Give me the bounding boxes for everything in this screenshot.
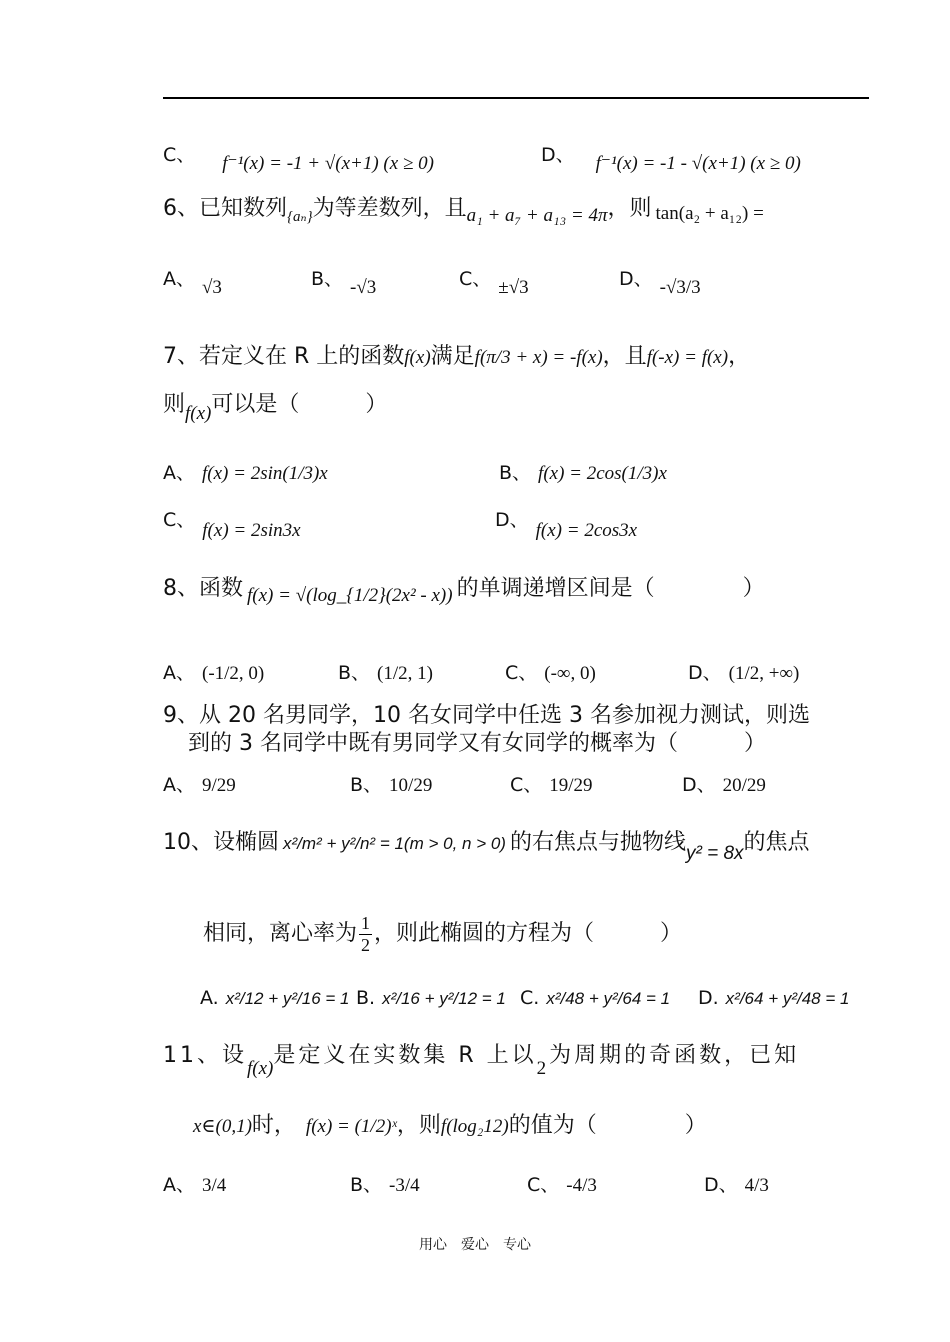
- q8-option-c-label: C、: [505, 662, 538, 684]
- q6-text-1: 已知数列: [199, 196, 288, 221]
- q11-option-d: [704, 1172, 769, 1199]
- q8-text-2: 的单调递增区间是（ ）: [456, 576, 765, 601]
- q7-line2-text-1: 则: [163, 392, 186, 417]
- q7-condition-2: f(-x) = f(x): [646, 347, 729, 368]
- q7-stem: [163, 344, 750, 371]
- q6-option-c: [459, 266, 529, 298]
- q11-fx: f(x): [247, 1058, 274, 1079]
- q6-option-a-expr: √3: [202, 277, 222, 298]
- q7-fx-2: f(x): [185, 403, 212, 424]
- q6-sequence: {aₙ}: [287, 209, 313, 225]
- q10-number: 10、: [163, 830, 213, 855]
- q7-text-2: 满足: [430, 344, 475, 369]
- q8-option-a-expr: (-1/2, 0): [202, 663, 265, 684]
- q6-option-c-label: C、: [459, 268, 492, 290]
- q6-option-a-label: A、: [163, 268, 195, 290]
- q8-option-c-expr: (-∞, 0): [544, 663, 596, 684]
- q11-option-d-label: D、: [704, 1174, 738, 1196]
- q7-fx: f(x): [404, 347, 431, 368]
- q5-option-c-expr: f⁻¹(x) = -1 + √(x+1) (x ≥ 0): [222, 153, 434, 174]
- q10-text-1: 设椭圆: [213, 830, 280, 855]
- q6-ask: tan(a₂ + a₁₂) =: [655, 203, 764, 224]
- q6-number: 6、: [163, 196, 199, 221]
- q11-text-1: 是定义在实数集 R 上以: [273, 1043, 537, 1068]
- q10-option-b-label: B.: [356, 987, 376, 1009]
- q11-option-c-expr: -4/3: [566, 1175, 597, 1196]
- q6-option-c-expr: ±√3: [498, 277, 529, 298]
- q10-line-2: [203, 913, 682, 955]
- q8-text-1: 函数: [199, 576, 244, 601]
- q7-option-c-expr: f(x) = 2sin3x: [202, 520, 301, 541]
- q9-option-b: [350, 772, 432, 799]
- q11-option-d-expr: 4/3: [744, 1175, 769, 1196]
- q7-option-c-label: C、: [163, 509, 196, 531]
- q9-option-c-label: C、: [510, 774, 543, 796]
- q11-line-2: [193, 1113, 707, 1140]
- q9-option-a-expr: 9/29: [202, 775, 236, 796]
- q10-option-a-label: A.: [200, 987, 219, 1009]
- q11-number: 11、设: [163, 1043, 247, 1068]
- q10-parabola: y² = 8x: [685, 843, 744, 864]
- q10-option-b: [356, 985, 506, 1012]
- q9-line-1: 9、从 20 名男同学，10 名女同学中任选 3 名参加视力测试，则选: [163, 703, 810, 728]
- q7-condition-1: f(π/3 + x) = -f(x): [474, 347, 603, 368]
- q5-option-d: [541, 142, 801, 174]
- q5-option-c-label: C、: [163, 144, 196, 166]
- q11-period: 2: [536, 1058, 550, 1079]
- q10-eccentricity: $\frac{1}{2}$: [361, 913, 371, 955]
- q7-text-3: ，且: [602, 344, 647, 369]
- q8-option-d: [688, 660, 799, 687]
- q11-option-a: [163, 1172, 226, 1199]
- q11-text-3: 时，: [251, 1113, 296, 1138]
- q7-option-b: [499, 460, 667, 487]
- q7-option-b-expr: f(x) = 2cos(1/3)x: [538, 463, 667, 484]
- q11-text-4: ，则: [396, 1113, 441, 1138]
- q8-option-c: [505, 660, 596, 687]
- q8-number: 8、: [163, 576, 199, 601]
- q7-text-4: ，: [728, 344, 751, 369]
- q10-option-d: [698, 985, 849, 1012]
- q9-option-c: [510, 772, 593, 799]
- q10-stem: [163, 830, 810, 864]
- q9-option-b-expr: 10/29: [389, 775, 433, 796]
- q11-option-c-label: C、: [527, 1174, 560, 1196]
- q11-option-a-label: A、: [163, 1174, 195, 1196]
- q7-option-a-label: A、: [163, 462, 195, 484]
- q10-option-d-expr: x²/64 + y²/48 = 1: [725, 989, 850, 1008]
- q11-option-a-expr: 3/4: [202, 1175, 227, 1196]
- q8-option-b-label: B、: [338, 662, 371, 684]
- q6-option-d-expr: -√3/3: [659, 277, 701, 298]
- q5-option-c: [163, 142, 434, 174]
- q10-option-d-label: D.: [698, 987, 719, 1009]
- q6-option-b-expr: -√3: [350, 277, 377, 298]
- q9-option-b-label: B、: [350, 774, 383, 796]
- q7-option-d-label: D、: [495, 509, 529, 531]
- q7-option-a: [163, 460, 328, 487]
- q8-option-d-expr: (1/2, +∞): [728, 663, 800, 684]
- q11-condition: x∈(0,1): [193, 1116, 252, 1137]
- q7-option-d: [495, 507, 638, 541]
- q6-text-3: ，则: [607, 196, 652, 221]
- q11-option-c: [527, 1172, 597, 1199]
- q10-option-a: [200, 985, 350, 1012]
- header-rule: [163, 97, 869, 99]
- q10-line2-text-2: ，则此椭圆的方程为（ ）: [374, 921, 683, 947]
- q10-ellipse: x²/m² + y²/n² = 1(m > 0, n > 0): [283, 834, 506, 853]
- q6-option-a: [163, 266, 222, 298]
- q7-text-1: 若定义在 R 上的函数: [199, 344, 405, 369]
- q8-option-b-expr: (1/2, 1): [377, 663, 433, 684]
- q7-option-b-label: B、: [499, 462, 532, 484]
- q7-line-2: [163, 392, 388, 424]
- q10-option-c: [520, 985, 670, 1012]
- q9-option-a-label: A、: [163, 774, 195, 796]
- q9-option-d: [682, 772, 766, 799]
- q5-option-d-expr: f⁻¹(x) = -1 - √(x+1) (x ≥ 0): [595, 153, 801, 174]
- q6-stem: [163, 196, 764, 224]
- q11-ask: f(log₂12): [440, 1116, 509, 1137]
- q11-text-2: 为周期的奇函数，已知: [549, 1043, 800, 1068]
- q8-option-d-label: D、: [688, 662, 722, 684]
- q7-option-a-expr: f(x) = 2sin(1/3)x: [202, 463, 328, 484]
- q7-option-c: [163, 507, 301, 541]
- q11-stem: [163, 1043, 800, 1079]
- q7-option-d-expr: f(x) = 2cos3x: [535, 520, 638, 541]
- q6-option-b: [311, 266, 377, 298]
- q6-condition: a₁ + a₇ + a₁₃ = 4π: [466, 205, 608, 226]
- q7-number: 7、: [163, 344, 199, 369]
- q11-text-5: 的值为（ ）: [508, 1113, 707, 1138]
- q8-stem: [163, 576, 765, 606]
- q11-option-b: [350, 1172, 420, 1199]
- q6-option-b-label: B、: [311, 268, 344, 290]
- page-footer: 用心 爱心 专心: [419, 1237, 531, 1253]
- q6-option-d-label: D、: [619, 268, 653, 290]
- q10-option-b-expr: x²/16 + y²/12 = 1: [382, 989, 506, 1008]
- q11-option-b-expr: -3/4: [389, 1175, 420, 1196]
- q8-option-a: [163, 660, 264, 687]
- q10-option-a-expr: x²/12 + y²/16 = 1: [225, 989, 350, 1008]
- q10-line2-text-1: 相同，离心率为: [203, 921, 358, 947]
- q7-line2-text-2: 可以是（ ）: [211, 392, 388, 417]
- q10-text-3: 的焦点: [743, 830, 810, 855]
- q6-text-2: 为等差数列，且: [312, 196, 467, 221]
- q6-option-d: [619, 266, 701, 298]
- q9-option-d-label: D、: [682, 774, 716, 796]
- q11-function: f(x) = (1/2)ˣ: [305, 1116, 397, 1137]
- q8-option-b: [338, 660, 433, 687]
- q9-option-c-expr: 19/29: [549, 775, 593, 796]
- q10-option-c-label: C.: [520, 987, 540, 1009]
- q8-expr: f(x) = √(log_{1/2}(2x² - x)): [247, 585, 453, 606]
- q10-text-2: 的右焦点与抛物线: [509, 830, 686, 855]
- q5-option-d-label: D、: [541, 144, 575, 166]
- q10-option-c-expr: x²/48 + y²/64 = 1: [546, 989, 671, 1008]
- q9-line-2: 到的 3 名同学中既有男同学又有女同学的概率为（ ）: [188, 731, 766, 756]
- q9-option-a: [163, 772, 236, 799]
- q11-option-b-label: B、: [350, 1174, 383, 1196]
- q8-option-a-label: A、: [163, 662, 195, 684]
- q9-option-d-expr: 20/29: [722, 775, 766, 796]
